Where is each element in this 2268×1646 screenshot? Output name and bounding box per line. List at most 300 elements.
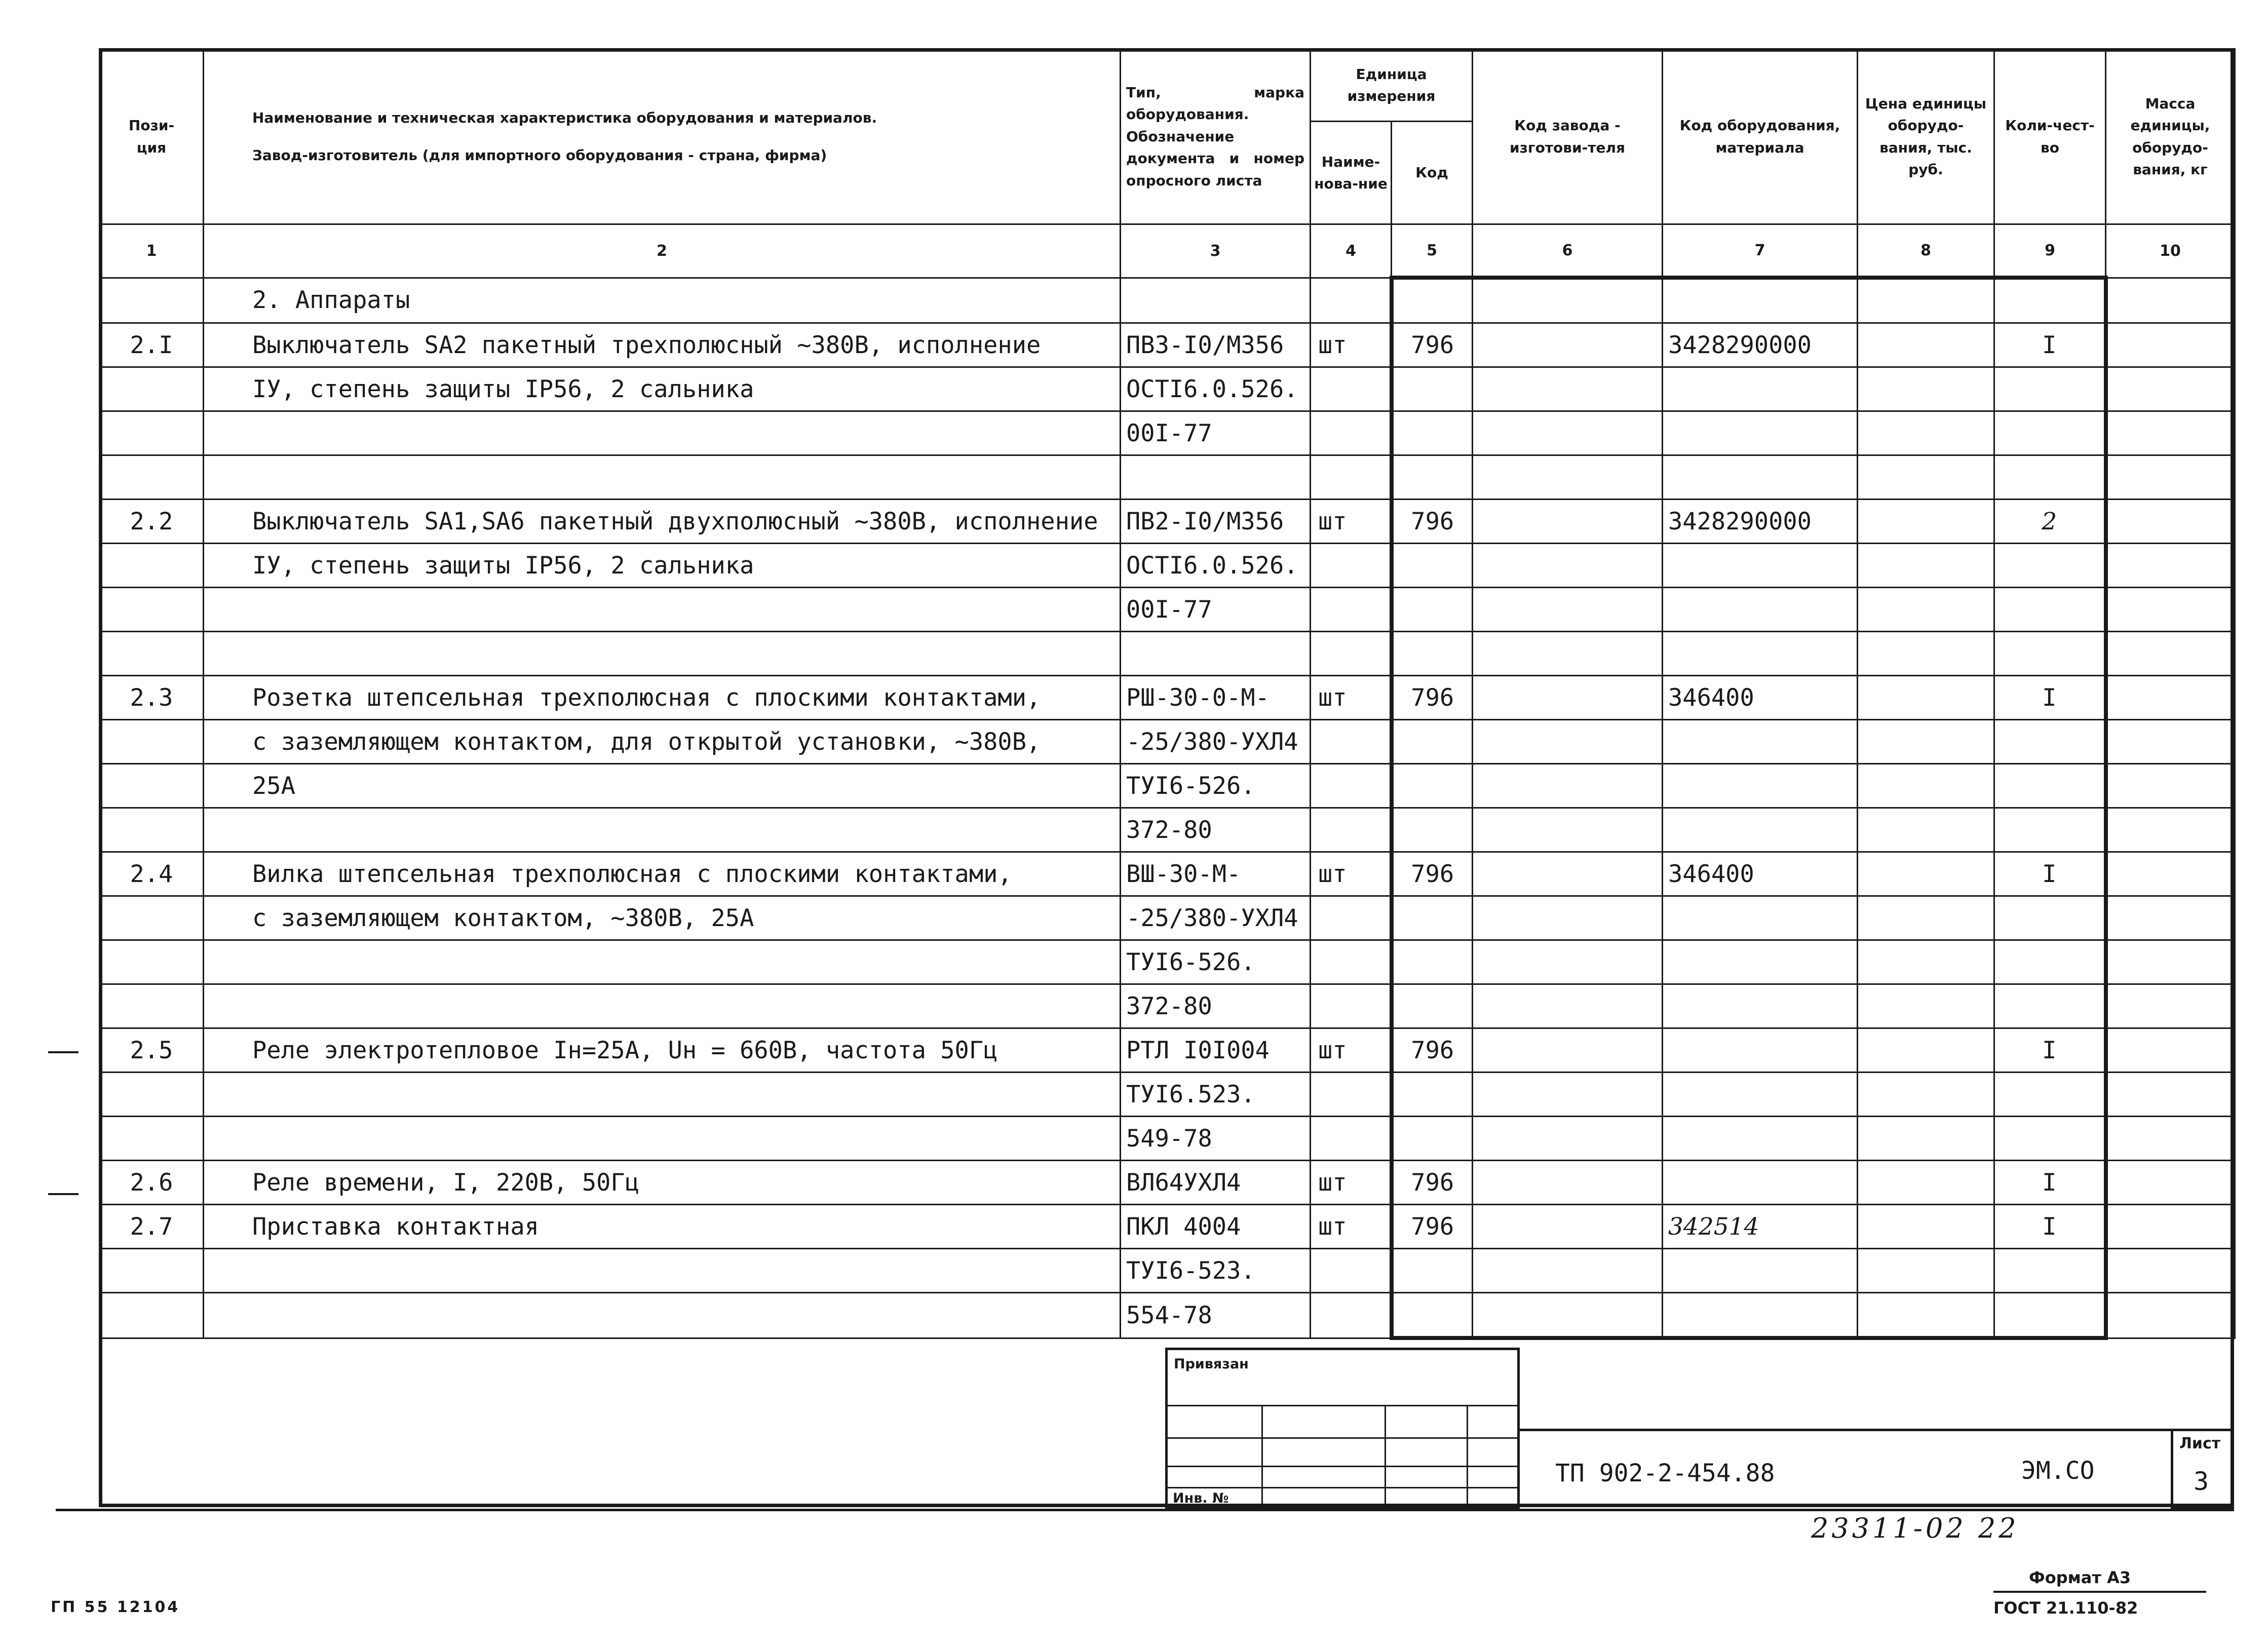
cell-name: с заземляющем контактом, для открытой установки, ~380В, — [204, 720, 1121, 764]
cell-name — [204, 1073, 1121, 1117]
cell-name — [204, 411, 1121, 455]
cell-mass — [2106, 1028, 2235, 1073]
cell-quantity: I — [1994, 323, 2106, 367]
column-number: 3 — [1121, 224, 1311, 278]
stamp-divider — [1168, 1466, 1517, 1467]
header-name-line2: Завод-изготовитель (для импортного оборудования - страна, фирма) — [252, 146, 827, 164]
cell-position: 2.3 — [100, 676, 204, 720]
cell-mass — [2106, 455, 2235, 500]
cell-factory-code — [1473, 852, 1663, 896]
cell-unit-code — [1392, 588, 1473, 632]
cell-position: 2.6 — [100, 1161, 204, 1205]
cell-type: 372-80 — [1121, 984, 1311, 1028]
table-row — [100, 1117, 2235, 1161]
cell-factory-code — [1473, 720, 1663, 764]
cell-factory-code — [1473, 632, 1663, 676]
table-row — [100, 764, 2235, 808]
cell-type — [1121, 632, 1311, 676]
cell-type: РШ-30-0-М- — [1121, 676, 1311, 720]
cell-mass — [2106, 367, 2235, 411]
sheet-label: Лист — [2179, 1435, 2221, 1452]
cell-unit — [1311, 278, 1392, 323]
cell-name: Реле времени, I, 220В, 50Гц — [204, 1161, 1121, 1205]
cell-type: -25/380-УХЛ4 — [1121, 720, 1311, 764]
cell-unit-code — [1392, 1249, 1473, 1293]
cell-position — [100, 544, 204, 588]
cell-equipment-code — [1663, 278, 1858, 323]
cell-unit-code — [1392, 896, 1473, 940]
cell-unit — [1311, 588, 1392, 632]
column-number: 2 — [204, 224, 1121, 278]
cell-price — [1858, 500, 1994, 544]
cell-position — [100, 588, 204, 632]
cell-unit-code — [1392, 984, 1473, 1028]
cell-factory-code — [1473, 764, 1663, 808]
cell-equipment-code: 342514 — [1663, 1205, 1858, 1249]
cell-factory-code — [1473, 1117, 1663, 1161]
cell-factory-code — [1473, 367, 1663, 411]
table-row — [100, 1293, 2235, 1338]
cell-unit — [1311, 808, 1392, 852]
cell-price — [1858, 588, 1994, 632]
cell-quantity: I — [1994, 1205, 2106, 1249]
margin-tick — [48, 1193, 79, 1195]
cell-equipment-code: 3428290000 — [1663, 323, 1858, 367]
header-position: Пози- ция — [100, 49, 204, 224]
cell-name — [204, 1249, 1121, 1293]
cell-quantity — [1994, 1117, 2106, 1161]
cell-name: Розетка штепсельная трехполюсная с плоскими контактами, — [204, 676, 1121, 720]
cell-position — [100, 367, 204, 411]
cell-unit — [1311, 455, 1392, 500]
inv-label: Инв. № — [1173, 1490, 1229, 1506]
table-row — [100, 1073, 2235, 1117]
cell-name: Реле электротепловое Iн=25А, Uн = 660В, частота 50Гц — [204, 1028, 1121, 1073]
table-row — [100, 984, 2235, 1028]
gost-underline — [1993, 1591, 2206, 1593]
table-row — [100, 1249, 2235, 1293]
cell-type: -25/380-УХЛ4 — [1121, 896, 1311, 940]
cell-equipment-code — [1663, 455, 1858, 500]
document-mark: ЭМ.СО — [2021, 1457, 2095, 1485]
cell-name: Выключатель SA2 пакетный трехполюсный ~380В, исполнение — [204, 323, 1121, 367]
cell-mass — [2106, 896, 2235, 940]
header-mass: Масса единицы, оборудо-вания, кг — [2106, 49, 2235, 224]
cell-equipment-code — [1663, 632, 1858, 676]
cell-price — [1858, 411, 1994, 455]
cell-equipment-code — [1663, 940, 1858, 984]
cell-unit — [1311, 367, 1392, 411]
cell-factory-code — [1473, 588, 1663, 632]
cell-quantity — [1994, 896, 2106, 940]
cell-type: ОСТI6.0.526. — [1121, 367, 1311, 411]
cell-price — [1858, 676, 1994, 720]
cell-position: 2.I — [100, 323, 204, 367]
cell-equipment-code — [1663, 1161, 1858, 1205]
footer-left-code: ГП 55 12104 — [51, 1598, 180, 1616]
cell-unit — [1311, 1293, 1392, 1338]
cell-price — [1858, 764, 1994, 808]
cell-type: 549-78 — [1121, 1117, 1311, 1161]
header-quantity: Коли-чест-во — [1994, 49, 2106, 224]
header-type: Тип, марка оборудования. Обозначение документа и номер опросного листа — [1121, 49, 1311, 224]
cell-equipment-code — [1663, 544, 1858, 588]
attached-stamp — [1165, 1348, 1520, 1509]
cell-factory-code — [1473, 455, 1663, 500]
cell-mass — [2106, 1073, 2235, 1117]
cell-factory-code — [1473, 1205, 1663, 1249]
cell-position — [100, 940, 204, 984]
cell-position: 2.2 — [100, 500, 204, 544]
header-unit-name: Наиме-нова-ние — [1311, 122, 1392, 224]
gost-label: ГОСТ 21.110-82 — [1993, 1598, 2138, 1618]
header-factory-code: Код завода - изготови-теля — [1473, 49, 1663, 224]
cell-equipment-code — [1663, 984, 1858, 1028]
cell-factory-code — [1473, 411, 1663, 455]
cell-mass — [2106, 676, 2235, 720]
cell-unit — [1311, 632, 1392, 676]
cell-mass — [2106, 1205, 2235, 1249]
cell-name — [204, 455, 1121, 500]
cell-price — [1858, 852, 1994, 896]
format-label: Формат А3 — [2029, 1568, 2131, 1587]
stamp-divider — [1168, 1437, 1517, 1439]
table-row — [100, 1161, 2235, 1205]
cell-position — [100, 632, 204, 676]
cell-price — [1858, 323, 1994, 367]
column-numbers-row — [100, 224, 2235, 278]
cell-name — [204, 632, 1121, 676]
cell-position: 2.4 — [100, 852, 204, 896]
table-row — [100, 632, 2235, 676]
cell-equipment-code — [1663, 1073, 1858, 1117]
column-number: 5 — [1392, 224, 1473, 278]
cell-quantity — [1994, 1249, 2106, 1293]
cell-mass — [2106, 808, 2235, 852]
cell-price — [1858, 1028, 1994, 1073]
cell-factory-code — [1473, 1293, 1663, 1338]
cell-price — [1858, 1161, 1994, 1205]
cell-equipment-code: 3428290000 — [1663, 500, 1858, 544]
cell-unit — [1311, 1249, 1392, 1293]
cell-position — [100, 1249, 204, 1293]
cell-mass — [2106, 1161, 2235, 1205]
cell-factory-code — [1473, 278, 1663, 323]
cell-unit-code — [1392, 544, 1473, 588]
column-number: 8 — [1858, 224, 1994, 278]
header-price: Цена единицы оборудо-вания, тыс. руб. — [1858, 49, 1994, 224]
cell-name: Выключатель SA1,SA6 пакетный двухполюсный ~380В, исполнение — [204, 500, 1121, 544]
cell-price — [1858, 1117, 1994, 1161]
cell-type: ПВЗ-I0/М356 — [1121, 323, 1311, 367]
cell-position — [100, 720, 204, 764]
cell-type: ОСТI6.0.526. — [1121, 544, 1311, 588]
cell-quantity — [1994, 984, 2106, 1028]
table-row — [100, 500, 2235, 544]
column-number: 6 — [1473, 224, 1663, 278]
cell-unit: шт — [1311, 1161, 1392, 1205]
cell-unit — [1311, 1073, 1392, 1117]
cell-type: ТУI6-526. — [1121, 940, 1311, 984]
cell-unit-code — [1392, 411, 1473, 455]
table-row — [100, 1205, 2235, 1249]
cell-unit-code: 796 — [1392, 1028, 1473, 1073]
cell-factory-code — [1473, 1028, 1663, 1073]
cell-unit-code: 796 — [1392, 500, 1473, 544]
cell-factory-code — [1473, 1249, 1663, 1293]
column-number: 10 — [2106, 224, 2235, 278]
cell-unit-code — [1392, 632, 1473, 676]
cell-unit — [1311, 896, 1392, 940]
cell-quantity — [1994, 720, 2106, 764]
cell-equipment-code: 346400 — [1663, 676, 1858, 720]
cell-equipment-code: 346400 — [1663, 852, 1858, 896]
cell-quantity — [1994, 455, 2106, 500]
cell-type: РТЛ I0I004 — [1121, 1028, 1311, 1073]
cell-position — [100, 1073, 204, 1117]
cell-factory-code — [1473, 940, 1663, 984]
cell-type: ТУI6-526. — [1121, 764, 1311, 808]
column-number: 7 — [1663, 224, 1858, 278]
cell-type: ПКЛ 4004 — [1121, 1205, 1311, 1249]
cell-mass — [2106, 411, 2235, 455]
cell-quantity — [1994, 588, 2106, 632]
cell-unit — [1311, 411, 1392, 455]
cell-position — [100, 278, 204, 323]
cell-factory-code — [1473, 1073, 1663, 1117]
table-row — [100, 808, 2235, 852]
cell-type: ПВ2-I0/М356 — [1121, 500, 1311, 544]
header-name-line1: Наименование и техническая характеристика оборудования и материалов. — [252, 109, 877, 127]
header-equipment-code: Код оборудования, материала — [1663, 49, 1858, 224]
cell-name: IУ, степень защиты IР56, 2 сальника — [204, 367, 1121, 411]
cell-name: Вилка штепсельная трехполюсная с плоскими контактами, — [204, 852, 1121, 896]
cell-unit — [1311, 764, 1392, 808]
cell-price — [1858, 940, 1994, 984]
cell-type: ТУI6-523. — [1121, 1249, 1311, 1293]
cell-name: IУ, степень защиты IР56, 2 сальника — [204, 544, 1121, 588]
cell-unit-code — [1392, 367, 1473, 411]
cell-quantity — [1994, 1073, 2106, 1117]
cell-quantity — [1994, 544, 2106, 588]
cell-type: ВЛ64УХЛ4 — [1121, 1161, 1311, 1205]
cell-quantity — [1994, 808, 2106, 852]
cell-price — [1858, 544, 1994, 588]
cell-unit-code — [1392, 764, 1473, 808]
bottom-line — [56, 1509, 2234, 1511]
cell-price — [1858, 1249, 1994, 1293]
cell-unit-code — [1392, 1073, 1473, 1117]
cell-quantity: I — [1994, 676, 2106, 720]
cell-type: 00I-77 — [1121, 588, 1311, 632]
cell-quantity: I — [1994, 852, 2106, 896]
title-block-line — [1520, 1429, 2171, 1431]
cell-unit — [1311, 720, 1392, 764]
column-number: 1 — [100, 224, 204, 278]
cell-equipment-code — [1663, 764, 1858, 808]
cell-equipment-code — [1663, 1117, 1858, 1161]
cell-position: 2.5 — [100, 1028, 204, 1073]
cell-factory-code — [1473, 1161, 1663, 1205]
table-row — [100, 544, 2235, 588]
cell-price — [1858, 367, 1994, 411]
cell-mass — [2106, 1293, 2235, 1338]
cell-unit: шт — [1311, 676, 1392, 720]
cell-price — [1858, 1293, 1994, 1338]
cell-position — [100, 808, 204, 852]
cell-price — [1858, 896, 1994, 940]
cell-unit: шт — [1311, 500, 1392, 544]
cell-equipment-code — [1663, 720, 1858, 764]
specification-table — [99, 48, 2236, 1340]
cell-type: ВШ-30-М- — [1121, 852, 1311, 896]
cell-equipment-code — [1663, 1028, 1858, 1073]
sheet-number: 3 — [2194, 1467, 2209, 1496]
cell-unit-code: 796 — [1392, 676, 1473, 720]
table-row — [100, 588, 2235, 632]
table-row — [100, 278, 2235, 323]
cell-position — [100, 455, 204, 500]
cell-price — [1858, 720, 1994, 764]
cell-unit-code: 796 — [1392, 1161, 1473, 1205]
inventory-number: 23311-02 22 — [1811, 1512, 2019, 1544]
cell-quantity — [1994, 764, 2106, 808]
cell-price — [1858, 632, 1994, 676]
cell-factory-code — [1473, 676, 1663, 720]
cell-unit: шт — [1311, 1205, 1392, 1249]
cell-name — [204, 984, 1121, 1028]
cell-mass — [2106, 544, 2235, 588]
cell-quantity: 2 — [1994, 500, 2106, 544]
cell-unit-code: 796 — [1392, 1205, 1473, 1249]
cell-name — [204, 1293, 1121, 1338]
cell-unit-code — [1392, 720, 1473, 764]
cell-position: 2.7 — [100, 1205, 204, 1249]
table-row — [100, 323, 2235, 367]
cell-factory-code — [1473, 984, 1663, 1028]
stamp-vdivider — [1467, 1405, 1468, 1506]
cell-name — [204, 940, 1121, 984]
cell-equipment-code — [1663, 1293, 1858, 1338]
table-row — [100, 852, 2235, 896]
cell-quantity — [1994, 411, 2106, 455]
cell-equipment-code — [1663, 1249, 1858, 1293]
cell-position — [100, 1293, 204, 1338]
cell-type: 00I-77 — [1121, 411, 1311, 455]
document-code: ТП 902-2-454.88 — [1555, 1459, 1775, 1487]
cell-equipment-code — [1663, 808, 1858, 852]
table-row — [100, 1028, 2235, 1073]
cell-name: 25А — [204, 764, 1121, 808]
cell-price — [1858, 1205, 1994, 1249]
cell-factory-code — [1473, 544, 1663, 588]
cell-position — [100, 411, 204, 455]
cell-type: 372-80 — [1121, 808, 1311, 852]
cell-unit-code — [1392, 455, 1473, 500]
cell-unit-code — [1392, 1117, 1473, 1161]
cell-mass — [2106, 278, 2235, 323]
cell-name: 2. Аппараты — [204, 278, 1121, 323]
stamp-divider — [1168, 1405, 1517, 1406]
cell-quantity: I — [1994, 1028, 2106, 1073]
cell-equipment-code — [1663, 367, 1858, 411]
cell-equipment-code — [1663, 411, 1858, 455]
attached-label: Привязан — [1174, 1356, 1249, 1372]
cell-mass — [2106, 632, 2235, 676]
cell-factory-code — [1473, 808, 1663, 852]
table-row — [100, 455, 2235, 500]
cell-unit-code — [1392, 278, 1473, 323]
cell-quantity — [1994, 367, 2106, 411]
table-row — [100, 367, 2235, 411]
cell-name: с заземляющем контактом, ~380В, 25А — [204, 896, 1121, 940]
header-unit-code: Код — [1392, 122, 1473, 224]
cell-factory-code — [1473, 896, 1663, 940]
cell-price — [1858, 808, 1994, 852]
column-number: 9 — [1994, 224, 2106, 278]
cell-factory-code — [1473, 323, 1663, 367]
table-row — [100, 940, 2235, 984]
cell-mass — [2106, 500, 2235, 544]
cell-unit: шт — [1311, 852, 1392, 896]
cell-name — [204, 808, 1121, 852]
stamp-divider — [1168, 1487, 1517, 1488]
cell-quantity — [1994, 1293, 2106, 1338]
cell-unit: шт — [1311, 1028, 1392, 1073]
cell-position — [100, 1117, 204, 1161]
stamp-vdivider — [1385, 1405, 1386, 1506]
cell-mass — [2106, 984, 2235, 1028]
cell-unit — [1311, 940, 1392, 984]
cell-unit — [1311, 984, 1392, 1028]
header-name — [204, 49, 1121, 224]
cell-name: Приставка контактная — [204, 1205, 1121, 1249]
cell-mass — [2106, 1117, 2235, 1161]
cell-mass — [2106, 852, 2235, 896]
cell-price — [1858, 1073, 1994, 1117]
cell-mass — [2106, 764, 2235, 808]
cell-name — [204, 588, 1121, 632]
cell-unit-code: 796 — [1392, 323, 1473, 367]
cell-price — [1858, 455, 1994, 500]
stamp-vdivider — [1261, 1405, 1263, 1506]
table-row — [100, 896, 2235, 940]
table-row — [100, 676, 2235, 720]
cell-position — [100, 764, 204, 808]
cell-mass — [2106, 323, 2235, 367]
margin-tick — [48, 1051, 79, 1053]
header-row — [100, 49, 2235, 122]
table-row — [100, 720, 2235, 764]
cell-unit-code — [1392, 808, 1473, 852]
cell-mass — [2106, 940, 2235, 984]
cell-type — [1121, 278, 1311, 323]
cell-equipment-code — [1663, 588, 1858, 632]
table-row — [100, 411, 2235, 455]
cell-quantity — [1994, 632, 2106, 676]
cell-price — [1858, 278, 1994, 323]
cell-quantity: I — [1994, 1161, 2106, 1205]
cell-factory-code — [1473, 500, 1663, 544]
cell-unit — [1311, 1117, 1392, 1161]
cell-mass — [2106, 720, 2235, 764]
cell-position — [100, 896, 204, 940]
column-number: 4 — [1311, 224, 1392, 278]
cell-mass — [2106, 588, 2235, 632]
cell-position — [100, 984, 204, 1028]
cell-quantity — [1994, 278, 2106, 323]
cell-type — [1121, 455, 1311, 500]
